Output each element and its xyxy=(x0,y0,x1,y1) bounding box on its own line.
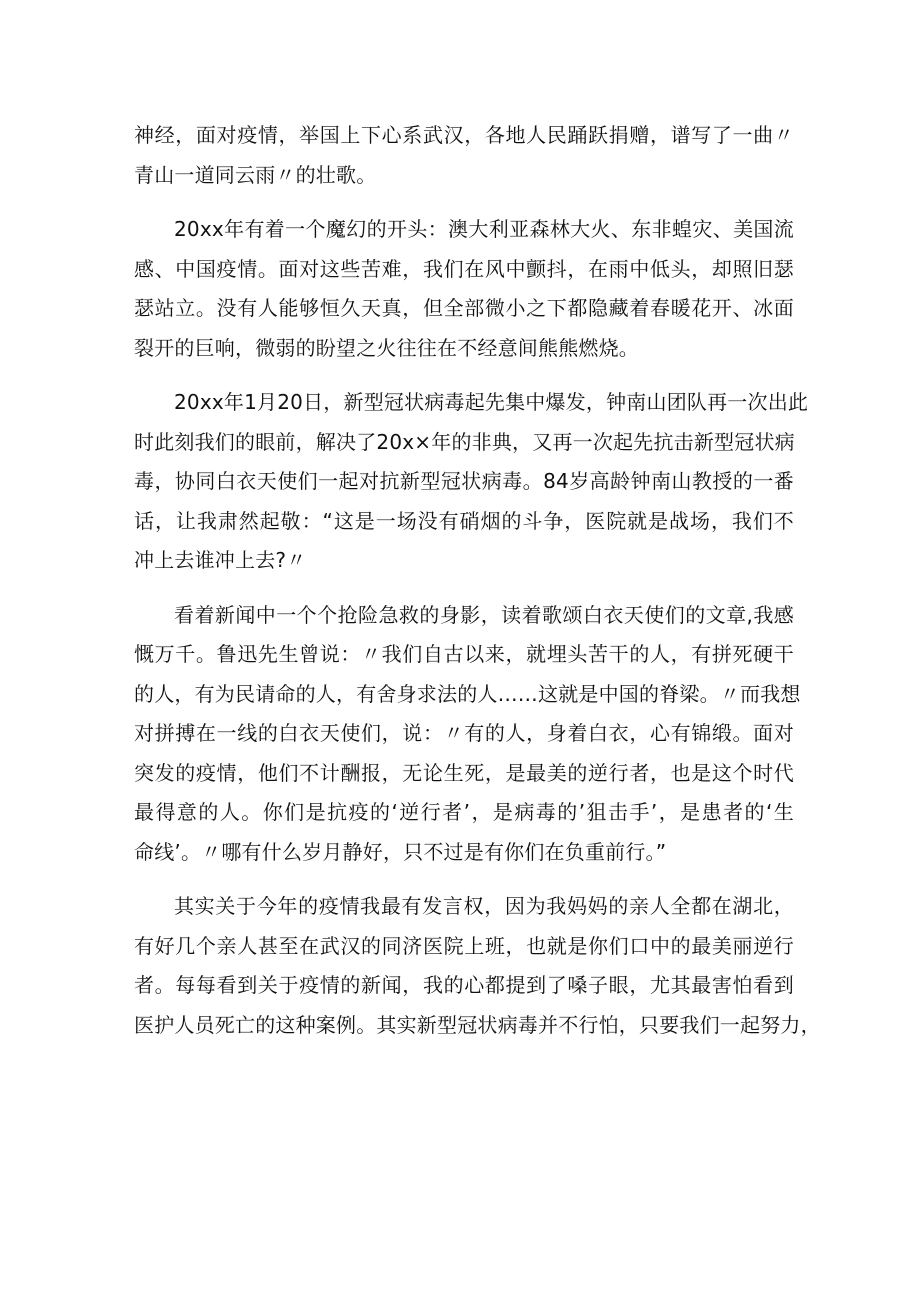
text-line: 青山一道同云雨〃的壮歌。 xyxy=(134,162,377,187)
text-line: 20xx年有着一个魔幻的开头：澳大利亚森林大火、东非蝗灾、美国流 xyxy=(174,217,794,241)
paragraph-4 xyxy=(134,596,801,873)
paragraph-3 xyxy=(134,383,809,581)
document-body xyxy=(134,116,821,1060)
text-line: 医护人员死亡的这种案例。其实新型冠状病毒并不行怕，只要我们一起努力， xyxy=(134,1012,821,1037)
text-line: 冲上去谁冲上去?〃 xyxy=(134,548,307,572)
text-line: 者。每每看到关于疫情的新闻，我的心都提到了嗓子眼，尤其最害怕看到 xyxy=(134,973,794,997)
text-line: 最得意的人。你们是抗疫的‘逆行者’，是病毒的’狙击手’，是患者的‘生 xyxy=(134,800,794,824)
text-line: 时此刻我们的眼前，解决了20x×年的非典，又再一次起先抗击新型冠状病 xyxy=(134,429,795,454)
text-line: 命线’。〃哪有什么岁月静好，只不过是有你们在负重前行。” xyxy=(134,839,667,864)
text-line: 毒，协同白衣天使们一起对抗新型冠状病毒。84岁高龄钟南山教授的一番 xyxy=(134,469,794,493)
text-line: 突发的疫情，他们不计酬报，无论生死，是最美的逆行者，也是这个时代 xyxy=(134,760,794,785)
text-line: 瑟站立。没有人能够恒久天真，但全部微小之下都隐藏着春暖花开、冰面 xyxy=(134,296,794,320)
paragraph-5 xyxy=(134,887,821,1045)
text-line: 感、中国疫情。面对这些苦难，我们在风中颤抖，在雨中低头，却照旧瑟 xyxy=(134,256,794,281)
paragraph-1 xyxy=(134,116,794,195)
text-line: 对拼搏在一线的白衣天使们，说：〃有的人，身着白衣，心有锦缎。面对 xyxy=(134,721,794,745)
text-line: 有好几个亲人甚至在武汉的同济医院上班，也就是你们口中的最美丽逆行 xyxy=(134,933,794,958)
paragraph-2 xyxy=(134,210,794,368)
text-line: 裂开的巨响，微弱的盼望之火往往在不经意间熊熊燃烧。 xyxy=(134,335,639,360)
text-line: 其实关于今年的疫情我最有发言权，因为我妈妈的亲人全都在湖北， xyxy=(174,894,794,918)
text-line: 20xx年1月20日，新型冠状病毒起先集中爆发，钟南山团队再一次出此 xyxy=(174,390,809,414)
text-line: 慨万千。鲁迅先生曾说：〃我们自古以来，就埋头苦干的人，有拼死硬干 xyxy=(134,642,794,666)
text-line: 神经，面对疫情，举国上下心系武汉，各地人民踊跃捐赠，谱写了一曲〃 xyxy=(134,123,794,147)
text-line: 话，让我肃然起敬：“这是一场没有硝烟的斗争，医院就是战场，我们不 xyxy=(134,508,794,533)
text-line: 的人，有为民请命的人，有舍身求法的人……这就是中国的脊梁。〃而我想 xyxy=(134,681,801,706)
text-line: 看着新闻中一个个抢险急救的身影，读着歌颂白衣天使们的文章,我感 xyxy=(174,602,794,627)
